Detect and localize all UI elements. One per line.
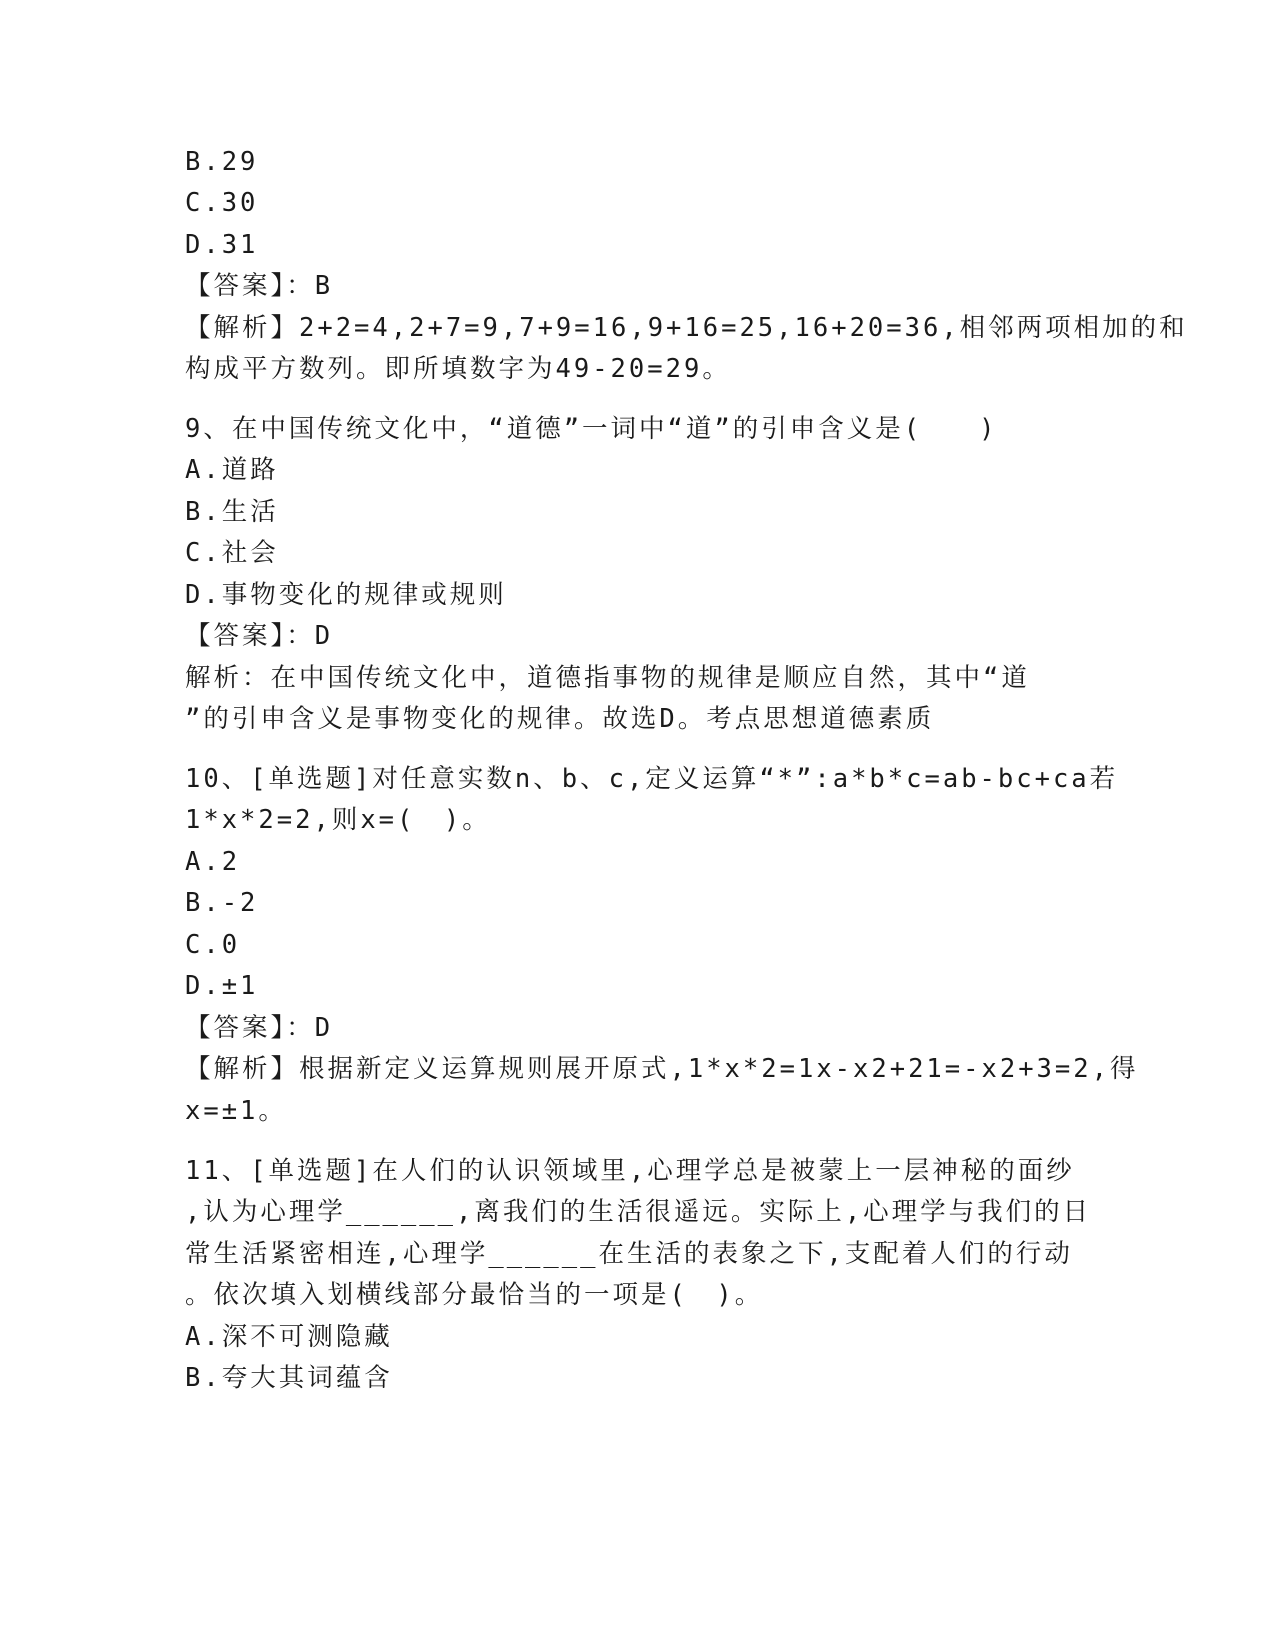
q9-answer: 【答案】：D (185, 621, 334, 651)
q11-stem-line3: 常生活紧密相连,心理学______在生活的表象之下,支配着人们的行动 (185, 1239, 1073, 1269)
q8-option-b: B.29 (185, 147, 259, 177)
q8-option-d: D.31 (185, 230, 259, 260)
q9-analysis-line1: 解析：在中国传统文化中，道德指事物的规律是顺应自然，其中“道 (185, 663, 1030, 693)
q11-option-a: A.深不可测隐藏 (185, 1322, 393, 1352)
q9-stem: 9、在中国传统文化中，“道德”一词中“道”的引申含义是( ) (185, 414, 998, 444)
q8-answer: 【答案】：B (185, 271, 334, 301)
q11-stem-line1: 11、[单选题]在人们的认识领域里,心理学总是被蒙上一层神秘的面纱 (185, 1156, 1075, 1186)
q9-option-a: A.道路 (185, 455, 279, 485)
q9-analysis-line2: ”的引申含义是事物变化的规律。故选D。考点思想道德素质 (185, 704, 935, 734)
q11-stem-line4: 。依次填入划横线部分最恰当的一项是( )。 (185, 1280, 764, 1310)
q10-analysis-line2: x=±1。 (185, 1096, 287, 1126)
q10-stem-line1: 10、[单选题]对任意实数n、b、c,定义运算“*”:a*b*c=ab-bc+ca若 (185, 764, 1119, 794)
q11-option-b: B.夸大其词蕴含 (185, 1363, 393, 1393)
q10-option-b: B.-2 (185, 888, 259, 918)
q8-option-c: C.30 (185, 188, 259, 218)
q11-stem-line2: ,认为心理学______,离我们的生活很遥远。实际上,心理学与我们的日 (185, 1197, 1092, 1227)
q8-analysis-line2: 构成平方数列。即所填数字为49-20=29。 (185, 354, 731, 384)
q10-option-c: C.0 (185, 930, 241, 960)
q9-option-c: C.社会 (185, 538, 279, 568)
q9-option-b: B.生活 (185, 497, 279, 527)
q9-option-d: D.事物变化的规律或规则 (185, 580, 507, 610)
q10-stem-line2: 1*x*2=2,则x=( )。 (185, 805, 491, 835)
q10-answer: 【答案】：D (185, 1013, 334, 1043)
q10-option-d: D.±1 (185, 971, 259, 1001)
q10-option-a: A.2 (185, 847, 241, 877)
q8-analysis-line1: 【解析】2+2=4,2+7=9,7+9=16,9+16=25,16+20=36,相邻两项相加的和 (185, 313, 1188, 343)
q10-analysis-line1: 【解析】根据新定义运算规则展开原式,1*x*2=1x-x2+21=-x2+3=2,得 (185, 1054, 1139, 1084)
